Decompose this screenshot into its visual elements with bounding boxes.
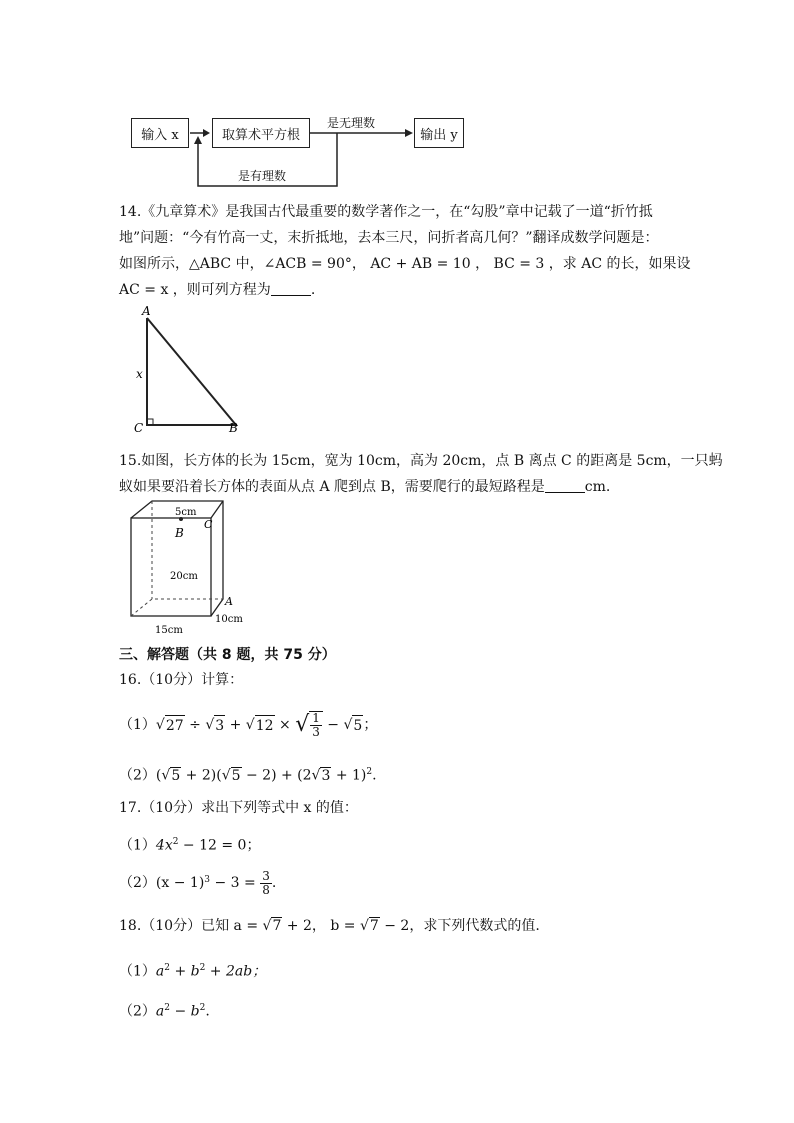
q18-title-radicand-1: 7 bbox=[272, 918, 282, 934]
q16-p2-label: （2） bbox=[119, 767, 156, 784]
q17-p1-post: − 12 = 0； bbox=[178, 837, 261, 854]
q18-p1-label: （1） bbox=[119, 963, 156, 980]
q18-p2-b: − b bbox=[170, 1003, 200, 1020]
q16-p2-end: . bbox=[372, 767, 377, 784]
q17-p1-exponent: 2 bbox=[172, 837, 179, 847]
answer-blank-q14[interactable] bbox=[271, 281, 311, 296]
q17-p2-end: . bbox=[271, 875, 277, 891]
q18-p2-exp-1: 2 bbox=[164, 1003, 171, 1013]
process-box bbox=[212, 118, 310, 148]
q14-line-4-text: AC = x ，则可列方程为 bbox=[119, 282, 271, 298]
q16-p2-radicand-1: 5 bbox=[171, 767, 181, 784]
section-3-heading: 三、解答题（共 8 题，共 75 分） bbox=[119, 647, 336, 663]
q18-p2-c: . bbox=[205, 1003, 210, 1020]
q17-part-1 bbox=[119, 832, 260, 856]
output-box bbox=[414, 118, 464, 148]
q18-p1-exp-1: 2 bbox=[164, 963, 171, 973]
q14-line-4 bbox=[119, 280, 315, 300]
q16-p1-op1: ÷ bbox=[184, 717, 206, 733]
flowchart bbox=[0, 0, 794, 200]
input-box bbox=[131, 118, 189, 148]
input-label: 输入 x bbox=[141, 127, 179, 143]
cuboid-label-a: A bbox=[225, 595, 233, 608]
q16-p1-op4: − bbox=[322, 717, 344, 733]
q16-p2-radicand-3: 3 bbox=[321, 767, 331, 784]
q14-line-1: 14.《九章算术》是我国古代最重要的数学著作之一，在“勾股”章中记载了一道“折竹抵 bbox=[119, 204, 653, 220]
q17-p2-exponent: 3 bbox=[204, 875, 211, 885]
q18-p2-a: a bbox=[155, 1003, 165, 1020]
q16-p1-end: ； bbox=[363, 717, 378, 733]
q16-p1-op2: + bbox=[225, 717, 246, 733]
q14-line-3: 如图所示，△ABC 中，∠ACB = 90°， AC + AB = 10 ， BC = 3 ，求 AC 的长，如果设 bbox=[119, 256, 691, 272]
q15-line-1: 15.如图，长方体的长为 15cm，宽为 10cm，高为 20cm，点 B 离点 C 的距离是 5cm，一只蚂 bbox=[119, 453, 723, 469]
irrational-branch-label: 是无理数 bbox=[327, 116, 376, 130]
cuboid-label-20cm: 20cm bbox=[170, 571, 198, 582]
q16-p2-mid-3: + 1) bbox=[331, 767, 367, 784]
cuboid-figure bbox=[115, 495, 265, 645]
cuboid-label-b: B bbox=[175, 526, 184, 540]
q16-p2-open: ( bbox=[155, 767, 162, 784]
q16-p1-fraction bbox=[309, 711, 323, 739]
flowchart-arrows bbox=[0, 0, 794, 200]
q17-p2-pre: (x − 1) bbox=[155, 875, 205, 891]
triangle-label-x: x bbox=[136, 367, 143, 381]
q18-title-mid: + 2， b = bbox=[282, 918, 360, 934]
q17-p2-den: 8 bbox=[262, 882, 270, 897]
triangle-label-a: A bbox=[142, 304, 151, 318]
q18-p2-label: （2） bbox=[119, 1003, 156, 1020]
q16-title: 16.（10分）计算： bbox=[119, 672, 244, 688]
q18-part-2 bbox=[119, 998, 210, 1022]
q18-p1-exp-2: 2 bbox=[199, 963, 206, 973]
right-triangle-figure bbox=[120, 300, 260, 440]
q17-part-2 bbox=[119, 866, 276, 900]
triangle-label-b: B bbox=[229, 421, 238, 435]
triangle-label-c: C bbox=[134, 421, 144, 435]
cuboid-label-5cm: 5cm bbox=[175, 507, 197, 518]
q17-title: 17.（10分）求出下列等式中 x 的值： bbox=[119, 800, 358, 816]
q15-line-2-text: 蚁如果要沿着长方体的表面从点 A 爬到点 B，需要爬行的最短路程是 bbox=[119, 479, 545, 495]
q16-p1-radicand-c: 12 bbox=[255, 715, 275, 736]
q18-title-radicand-2: 7 bbox=[369, 918, 379, 934]
answer-blank-q15[interactable] bbox=[545, 478, 585, 493]
q15-line-2 bbox=[119, 477, 610, 497]
q18-p1-c: + 2ab； bbox=[205, 963, 267, 980]
q17-p2-mid: − 3 = bbox=[210, 875, 261, 891]
q16-part-2: $(2)(√5 + 2)(√5 - 2) + (2√3 + 1)^2$. bbox=[119, 767, 377, 784]
q18-p2-exp-2: 2 bbox=[199, 1003, 206, 1013]
q16-p2-exponent: 2 bbox=[366, 767, 373, 777]
q16-p1-label: （1） bbox=[119, 717, 156, 733]
q16-p1-radicand-d: 5 bbox=[352, 715, 363, 736]
q17-p1-pre: 4x bbox=[155, 837, 173, 854]
cuboid-label-10cm: 10cm bbox=[215, 614, 243, 625]
q16-p1-frac-den: 3 bbox=[312, 725, 320, 739]
q16-p2-radicand-2: 5 bbox=[231, 767, 241, 784]
q17-p2-fraction bbox=[260, 870, 272, 897]
q18-part-1 bbox=[119, 958, 266, 982]
q18-title-pre: 18.（10分）已知 a = bbox=[119, 918, 263, 934]
q18-p1-b: + b bbox=[170, 963, 200, 980]
q17-p2-label: （2） bbox=[119, 875, 156, 891]
q18-title-post: − 2，求下列代数式的值. bbox=[379, 918, 540, 934]
q18-p1-a: a bbox=[155, 963, 165, 980]
q16-part-1: （1） √ 27 ÷ √ 3 + √ 12 × √ $\frac{1}{3}$ − √ 5 ； bbox=[119, 711, 378, 739]
process-label: 取算术平方根 bbox=[221, 127, 300, 143]
q16-p2-mid-2: − 2) + (2 bbox=[241, 767, 312, 784]
q16-p2-mid-1: + 2)( bbox=[181, 767, 222, 784]
cuboid-label-c: C bbox=[204, 518, 213, 531]
q16-p1-op3: × bbox=[274, 717, 296, 733]
q17-p2-num: 3 bbox=[262, 868, 270, 883]
output-label: 输出 y bbox=[420, 127, 458, 143]
q15-line-2-end: cm. bbox=[584, 479, 611, 495]
q16-p1-frac-num: 1 bbox=[312, 711, 320, 725]
q17-p1-label: （1） bbox=[119, 837, 156, 854]
q18-title: 18.（10分）已知 a = √7 + 2， b = √7 − 2，求下列代数式的值. bbox=[119, 918, 540, 934]
cuboid-label-15cm: 15cm bbox=[155, 625, 183, 636]
q16-p1-radicand-a: 27 bbox=[165, 715, 185, 736]
q14-line-2: 地”问题：“今有竹高一丈，末折抵地，去本三尺，问折者高几何？”翻译成数学问题是： bbox=[119, 230, 659, 246]
q14-line-4-end: . bbox=[310, 282, 316, 298]
q16-p1-radicand-b: 3 bbox=[214, 715, 225, 736]
rational-branch-label: 是有理数 bbox=[238, 169, 287, 183]
